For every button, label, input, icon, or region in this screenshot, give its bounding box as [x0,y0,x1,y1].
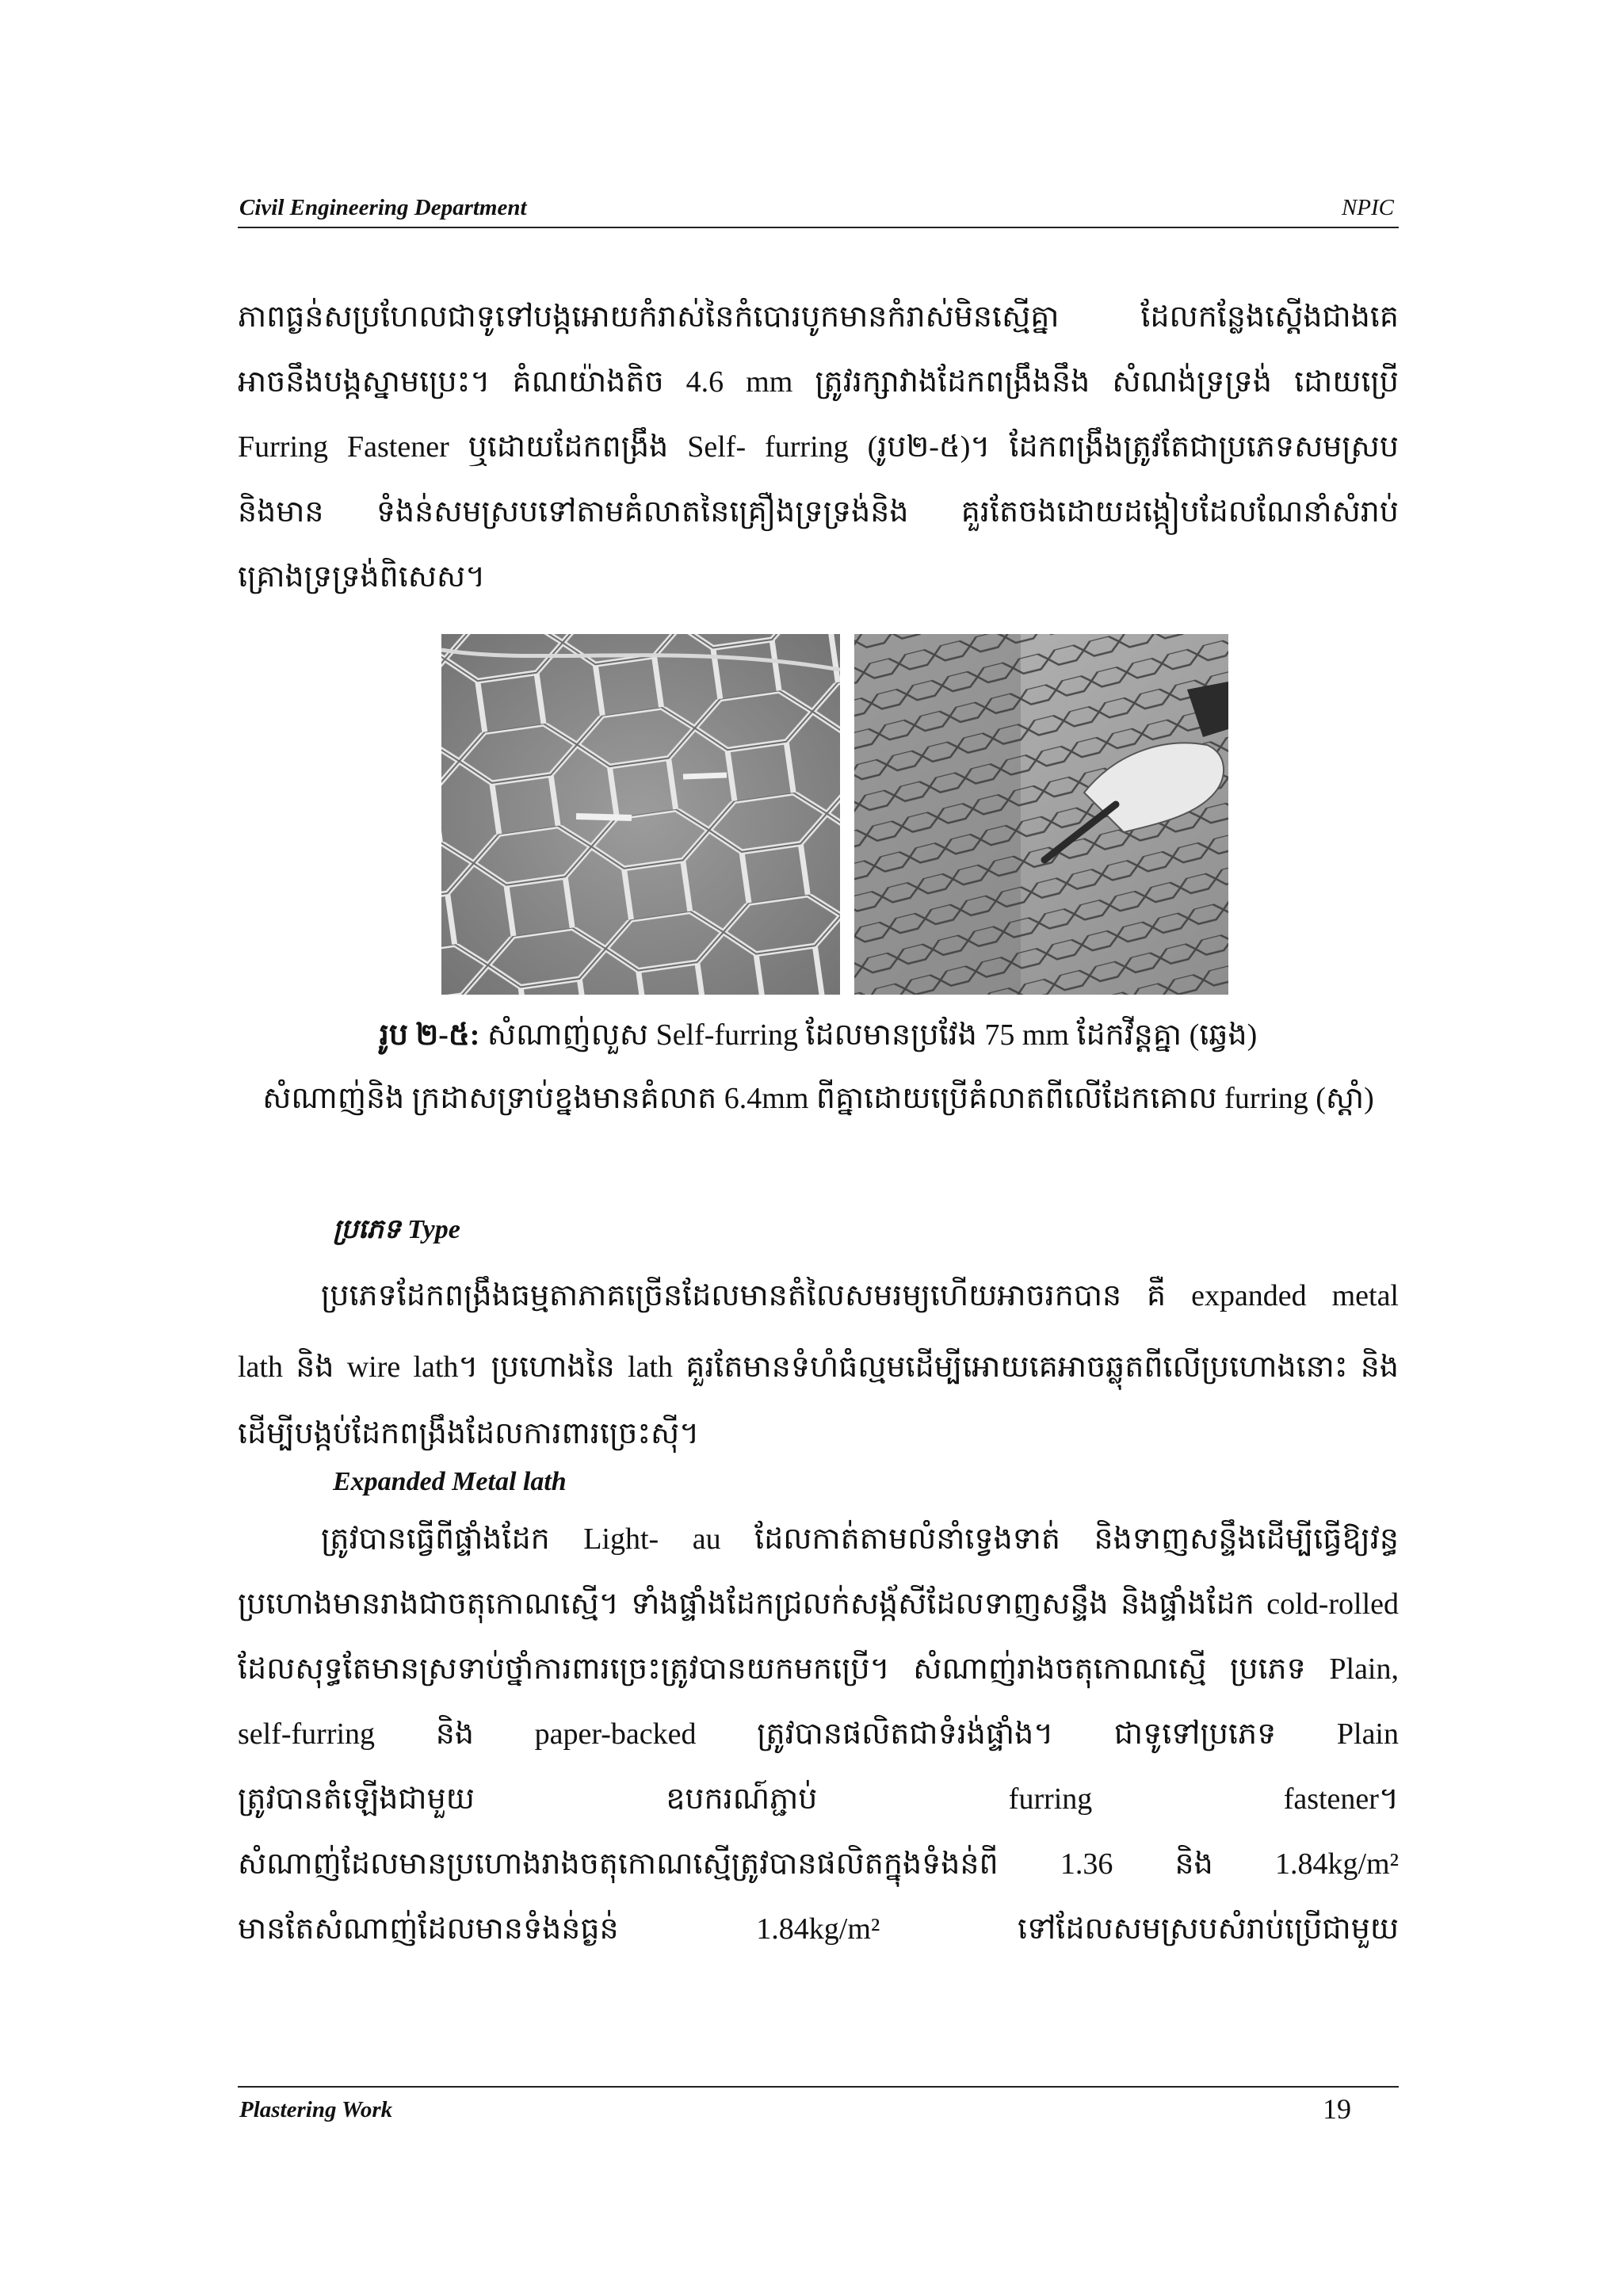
figure-caption-text: សំណាញ់លួស Self-furring ដែលមានប្រវែង 75 mm ដែកវីន្តគ្នា (ឆ្វេង) [479,1018,1258,1052]
paragraph-line: សំណាញ់ដែលមានប្រហោងរាងចតុកោណស្មើត្រូវបានផលិតក្នុងទំងន់ពី 1.36 និង 1.84kg/m² [238,1847,1399,1881]
wire-mesh-photo-left [441,634,840,995]
paragraph-line: ត្រូវបានធ្វើពីផ្ទាំងដែក Light- au ដែលកាត់តាមលំនាំទ្វេងទាត់ និងទាញសន្ទឹងដើម្បីធ្វើឱ្យវន្ធ [321,1522,1399,1556]
paragraph-line: Furring Fastener ឬដោយដែកពង្រឹង Self- furring (រូប២-៥)។ ដែកពង្រឹងត្រូវតែជាប្រភេទសមស្រប [238,430,1399,464]
paragraph-line: lath និង wire lath។ ប្រហោងនៃ lath គួរតែមានទំហំធំល្មមដើម្បីអោយគេអាចឆ្លុតពីលើប្រហោងនោះ និង [238,1350,1399,1384]
paragraph-line: ត្រូវបានតំឡើងជាមួយ ឧបករណ៍ភ្ជាប់ furring fastener។ [238,1782,1399,1816]
page-number: 19 [1323,2093,1351,2125]
wire-mesh-photo-right [854,634,1228,995]
figure-caption [238,1011,1399,1059]
paragraph-line: ប្រភេទដែកពង្រឹងធម្មតាភាគច្រើនដែលមានតំលៃសមរម្យហើយអាចរកបាន គឺ expanded metal [321,1279,1399,1312]
page-header [238,190,1399,228]
paragraph-line: មានតែសំណាញ់ដែលមានទំងន់ធ្ងន់ 1.84kg/m² ទៅដែលសមស្របសំរាប់ប្រើជាមួយ [238,1912,1399,1946]
paragraph-line: និងមាន ទំងន់សមស្របទៅតាមគំលាតនៃគ្រឿងទ្រទ្រង់និង គួរតែចងដោយដង្កៀបដែលណែនាំសំរាប់ [238,495,1399,529]
paragraph-line: self-furring និង paper-backed ត្រូវបានផលិតជាទំរង់ផ្ទាំង។ ជាទូទៅប្រភេទ Plain [238,1717,1399,1751]
page-footer [238,2086,1399,2127]
figure-caption-label: រូប ២-៥: [379,1018,480,1052]
footer-title: Plastering Work [239,2097,393,2122]
section-heading-type [333,1209,460,1251]
paragraph-line: ដែលសុទ្ធតែមានស្រទាប់ថ្នាំការពារច្រេះត្រូវបានយកមកប្រើ។ សំណាញ់រាងចតុកោណស្មើ ប្រភេទ Plain, [238,1652,1399,1686]
paragraph-line: ភាពធ្ងន់សប្រហែលជាទូទៅបង្កអោយកំរាស់នៃកំបោរបូកមានកំរាស់មិនស្មើគ្នា ដែលកន្លែងស្តើងជាងគេ [238,300,1399,334]
section-heading-expanded-metal-lath: Expanded Metal lath [333,1467,567,1496]
figure-caption-line-2: សំណាញ់និង ក្រដាសទ្រាប់ខ្នងមានគំលាត 6.4mm ពីគ្នាដោយប្រើគំលាតពីលើដែកគោល furring (ស្តាំ) [262,1082,1374,1115]
paragraph-line: គ្រោងទ្រទ្រង់ពិសេស។ [238,560,486,594]
header-department: Civil Engineering Department [239,195,527,220]
paragraph-line: អាចនឹងបង្កស្នាមប្រេះ។ គំណយ៉ាងតិច 4.6 mm ត្រូវរក្សាវាងដែកពង្រឹងនឹង សំណង់ទ្រទ្រង់ ដោយប្រើ [238,365,1399,399]
section-heading-type-km: ប្រភេទ [333,1215,401,1244]
paragraph-line: ប្រហោងមានរាងជាចតុកោណស្មើ។ ទាំងផ្ទាំងដែកជ្រលក់សង្ក័សីដែលទាញសន្ទឹង និងផ្ទាំងដែក cold-rolled [238,1587,1399,1621]
section-heading-type-en: Type [400,1215,460,1244]
header-institution: NPIC [1341,195,1394,220]
paragraph-line: ដើម្បីបង្កប់ដែកពង្រឹងដែលការពារច្រេះស៊ី។ [238,1417,700,1450]
